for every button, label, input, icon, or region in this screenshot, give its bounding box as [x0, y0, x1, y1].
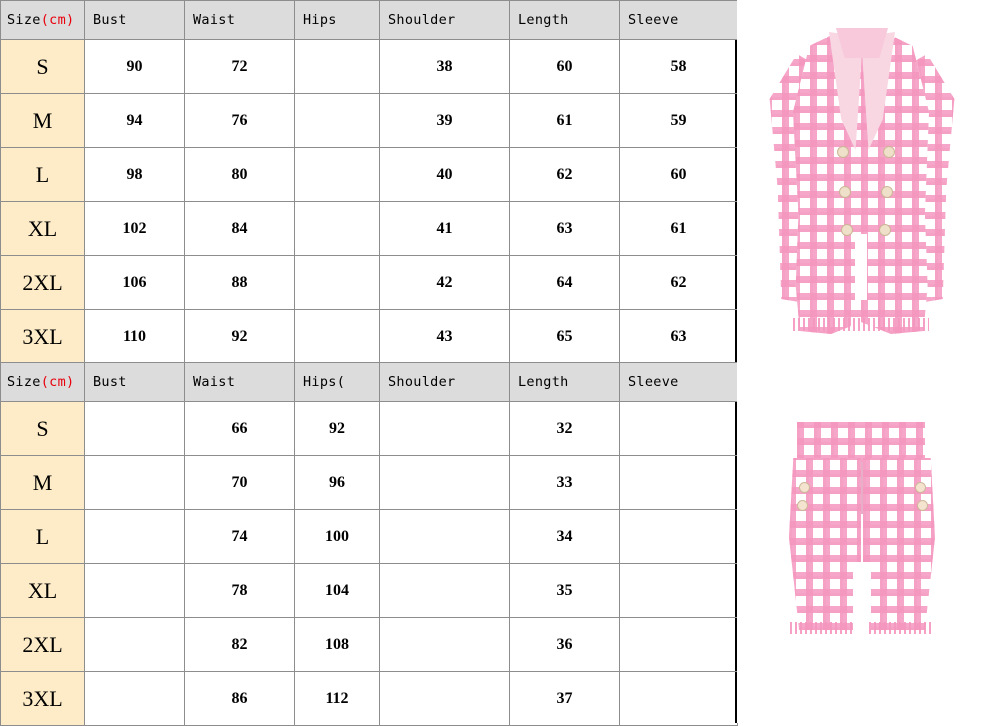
- table-row: [1, 202, 738, 256]
- cell-hips: [295, 40, 380, 94]
- cell-length: 63: [510, 202, 620, 256]
- cell-length: 65: [510, 310, 620, 364]
- cell-waist: 78: [185, 564, 295, 618]
- cell-length: 60: [510, 40, 620, 94]
- cell-sleeve: [620, 510, 738, 564]
- column-header-bust: Bust: [85, 1, 185, 40]
- cell-sleeve: [620, 402, 738, 456]
- cell-bust: [85, 618, 185, 672]
- blazer-button: [881, 186, 893, 198]
- cell-hips: 112: [295, 672, 380, 726]
- cell-sleeve: [620, 618, 738, 672]
- cell-bust: [85, 402, 185, 456]
- cell-bust: 106: [85, 256, 185, 310]
- table-row: [1, 310, 738, 364]
- column-header-waist: Waist: [185, 363, 295, 402]
- cell-sleeve: 62: [620, 256, 738, 310]
- blazer-button: [837, 146, 849, 158]
- cell-waist: 86: [185, 672, 295, 726]
- cell-hips: [295, 94, 380, 148]
- cell-hips: [295, 148, 380, 202]
- cell-hips: 100: [295, 510, 380, 564]
- cell-waist: 72: [185, 40, 295, 94]
- cell-bust: 102: [85, 202, 185, 256]
- shorts-waistband: [797, 422, 925, 462]
- cell-sleeve: [620, 672, 738, 726]
- cell-size: 2XL: [1, 618, 85, 672]
- cell-size: M: [1, 456, 85, 510]
- table-row: [1, 40, 738, 94]
- table-row: [1, 618, 738, 672]
- column-header-length: Length: [510, 1, 620, 40]
- blazer-hem-fringe: [793, 318, 929, 331]
- cell-hips: [295, 310, 380, 364]
- cell-sleeve: 61: [620, 202, 738, 256]
- cell-waist: 82: [185, 618, 295, 672]
- blazer-button: [841, 224, 853, 236]
- cell-shoulder: [380, 672, 510, 726]
- cell-size: XL: [1, 564, 85, 618]
- cell-hips: [295, 202, 380, 256]
- table-row: [1, 402, 738, 456]
- cell-waist: 70: [185, 456, 295, 510]
- cell-size: S: [1, 402, 85, 456]
- cell-waist: 88: [185, 256, 295, 310]
- cell-bust: 110: [85, 310, 185, 364]
- cell-length: 35: [510, 564, 620, 618]
- column-header-size-text: Size: [7, 374, 41, 390]
- shorts-pocket-bead: [799, 482, 810, 493]
- size-table-wrapper-top: [0, 0, 737, 362]
- cell-waist: 92: [185, 310, 295, 364]
- table-header-row: [1, 1, 738, 40]
- cell-waist: 76: [185, 94, 295, 148]
- table-row: [1, 456, 738, 510]
- product-photo-shorts: [737, 362, 983, 723]
- blazer-button: [879, 224, 891, 236]
- blazer-front-slit: [855, 234, 867, 300]
- cell-shoulder: 40: [380, 148, 510, 202]
- cell-sleeve: 63: [620, 310, 738, 364]
- shorts-pocket-bead: [797, 500, 808, 511]
- cell-waist: 84: [185, 202, 295, 256]
- cell-shoulder: 43: [380, 310, 510, 364]
- size-table-bottom: [0, 362, 738, 726]
- table-row: [1, 510, 738, 564]
- size-table-top: [0, 0, 738, 364]
- cell-shoulder: [380, 456, 510, 510]
- column-header-shoulder: Shoulder: [380, 363, 510, 402]
- cell-length: 34: [510, 510, 620, 564]
- column-header-size-unit: (cm): [40, 12, 75, 28]
- column-header-waist: Waist: [185, 1, 295, 40]
- cell-shoulder: 42: [380, 256, 510, 310]
- cell-shoulder: [380, 618, 510, 672]
- cell-shoulder: [380, 510, 510, 564]
- size-chart-block-bottom: [0, 362, 983, 723]
- cell-size: 3XL: [1, 310, 85, 364]
- cell-sleeve: 59: [620, 94, 738, 148]
- cell-bust: [85, 672, 185, 726]
- cell-sleeve: [620, 456, 738, 510]
- cell-size: 2XL: [1, 256, 85, 310]
- cell-hips: 108: [295, 618, 380, 672]
- cell-size: S: [1, 40, 85, 94]
- product-photo-blazer: [737, 0, 983, 364]
- column-header-hips: Hips: [295, 1, 380, 40]
- column-header-bust: Bust: [85, 363, 185, 402]
- shorts-pocket-bead: [917, 500, 928, 511]
- cell-bust: [85, 456, 185, 510]
- cell-bust: 94: [85, 94, 185, 148]
- cell-size: 3XL: [1, 672, 85, 726]
- table-row: [1, 564, 738, 618]
- cell-waist: 74: [185, 510, 295, 564]
- cell-shoulder: 41: [380, 202, 510, 256]
- table-row: [1, 94, 738, 148]
- cell-waist: 80: [185, 148, 295, 202]
- size-chart-block-top: [0, 0, 983, 362]
- shorts-fly-seam: [861, 462, 863, 514]
- cell-shoulder: 39: [380, 94, 510, 148]
- cell-bust: 90: [85, 40, 185, 94]
- cell-length: 64: [510, 256, 620, 310]
- cell-sleeve: 58: [620, 40, 738, 94]
- column-header-size: [1, 1, 85, 40]
- cell-size: L: [1, 510, 85, 564]
- cell-bust: [85, 564, 185, 618]
- cell-length: 36: [510, 618, 620, 672]
- table-header-row: [1, 363, 738, 402]
- table-row: [1, 148, 738, 202]
- cell-sleeve: [620, 564, 738, 618]
- table-row: [1, 672, 738, 726]
- shorts-illustration: [783, 422, 941, 648]
- cell-sleeve: 60: [620, 148, 738, 202]
- cell-hips: 96: [295, 456, 380, 510]
- cell-hips: [295, 256, 380, 310]
- cell-shoulder: [380, 402, 510, 456]
- cell-length: 62: [510, 148, 620, 202]
- column-header-hips: Hips(: [295, 363, 380, 402]
- column-header-length: Length: [510, 363, 620, 402]
- size-table-wrapper-bottom: [0, 362, 737, 723]
- cell-waist: 66: [185, 402, 295, 456]
- column-header-sleeve: Sleeve: [620, 1, 738, 40]
- cell-hips: 92: [295, 402, 380, 456]
- shorts-right-hem-fringe: [869, 622, 933, 634]
- column-header-shoulder: Shoulder: [380, 1, 510, 40]
- cell-length: 37: [510, 672, 620, 726]
- cell-size: L: [1, 148, 85, 202]
- cell-length: 33: [510, 456, 620, 510]
- shorts-left-hem-fringe: [790, 622, 854, 634]
- column-header-size-unit: (cm): [40, 374, 75, 390]
- cell-bust: 98: [85, 148, 185, 202]
- cell-bust: [85, 510, 185, 564]
- column-header-sleeve: Sleeve: [620, 363, 738, 402]
- column-header-size: [1, 363, 85, 402]
- blazer-button: [883, 146, 895, 158]
- cell-shoulder: [380, 564, 510, 618]
- cell-shoulder: 38: [380, 40, 510, 94]
- table-row: [1, 256, 738, 310]
- cell-hips: 104: [295, 564, 380, 618]
- cell-length: 61: [510, 94, 620, 148]
- cell-size: M: [1, 94, 85, 148]
- shorts-pocket-bead: [915, 482, 926, 493]
- blazer-button: [839, 186, 851, 198]
- cell-size: XL: [1, 202, 85, 256]
- cell-length: 32: [510, 402, 620, 456]
- blazer-illustration: [755, 18, 967, 348]
- column-header-size-text: Size: [7, 12, 41, 28]
